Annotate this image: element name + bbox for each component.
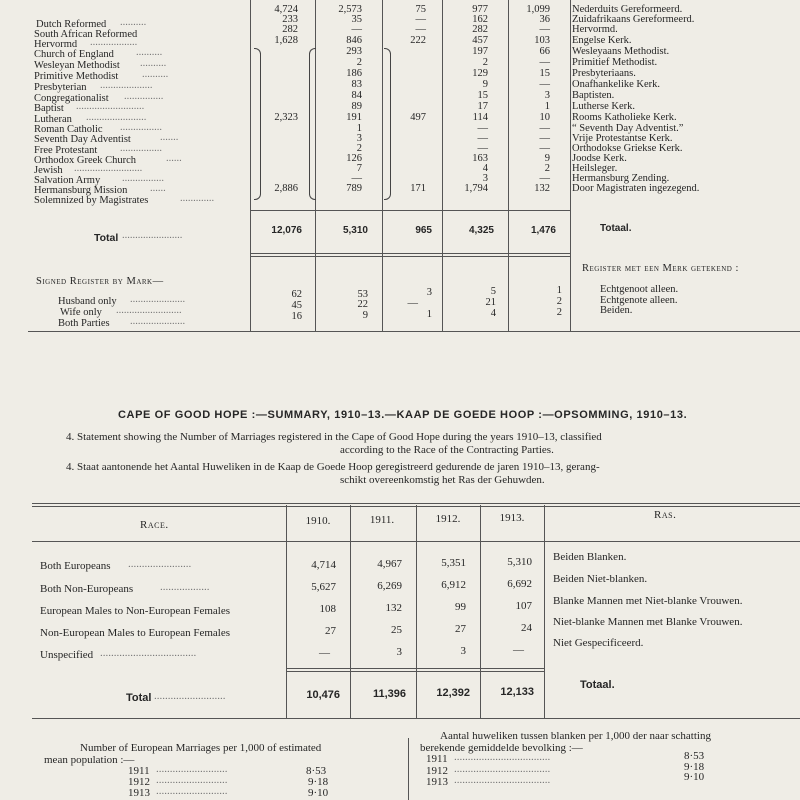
value-cell: 2 — [356, 57, 362, 68]
value-cell: 17 — [477, 101, 488, 112]
rate-year: 1911 — [426, 753, 448, 765]
column-rule — [408, 738, 409, 800]
total-cell: 11,396 — [372, 688, 406, 700]
row-rule — [286, 668, 544, 669]
dutch-label: Rooms Katholieke Kerk. — [572, 112, 677, 123]
denomination-label: Jewish — [34, 165, 63, 176]
value-cell: — — [539, 133, 550, 144]
denomination-label: South African Reformed — [34, 29, 138, 40]
row-rule — [250, 253, 570, 254]
total-cell: 965 — [415, 225, 432, 236]
denomination-label: Congregationalist — [34, 93, 109, 104]
column-rule — [544, 505, 545, 718]
value-cell: — — [539, 173, 550, 184]
value-cell: — — [477, 143, 488, 154]
summary-description-en-cont: according to the Race of the Contracting Parties. — [340, 444, 554, 456]
dutch-label: Baptisten. — [572, 90, 615, 101]
total-cell: 4,325 — [468, 225, 494, 236]
value-cell: — — [415, 24, 426, 35]
value-cell: 171 — [410, 183, 426, 194]
value-cell: 22 — [357, 299, 368, 310]
race-label: Non-European Males to European Females — [40, 627, 230, 639]
value-cell: 1,099 — [526, 4, 550, 15]
rate-description-nl-cont: berekende gemiddelde bevolking :— — [420, 742, 583, 754]
value-cell: 977 — [472, 4, 488, 15]
value-cell: 6,269 — [377, 580, 402, 592]
dutch-label: Niet-blanke Mannen met Blanke Vrouwen. — [553, 616, 743, 628]
dutch-label: Echtgenote alleen. — [600, 295, 678, 306]
denomination-label: Salvation Army — [34, 175, 101, 186]
dutch-label: Hervormd. — [572, 24, 618, 35]
mark-heading: Signed Register by Mark— — [36, 276, 164, 287]
dutch-label: Blanke Mannen met Niet-blanke Vrouwen. — [553, 595, 743, 607]
value-cell: 99 — [455, 601, 466, 613]
value-cell: 53 — [357, 289, 368, 300]
value-cell: — — [407, 298, 418, 309]
value-cell: 129 — [472, 68, 488, 79]
column-rule — [382, 0, 383, 332]
denomination-label: Roman Catholic — [34, 124, 103, 135]
table-top-rule — [32, 503, 800, 504]
value-cell: 4 — [482, 163, 488, 174]
dutch-label: Beiden Niet-blanken. — [553, 573, 648, 585]
summary-description-nl: 4. Staat aantonende het Aantal Huweliken in de Kaap de Goede Hoop geregistreerd gedurende de jaren 1910–13, gerang- — [66, 461, 600, 473]
denomination-label: Primitive Methodist — [34, 71, 119, 82]
dutch-label: Beiden Blanken. — [553, 551, 627, 563]
year-header-1913: 1913. — [499, 512, 525, 524]
value-cell: 25 — [391, 624, 402, 636]
value-cell: — — [513, 644, 524, 656]
race-label: European Males to Non-European Females — [40, 605, 230, 617]
value-cell: 2,886 — [274, 183, 298, 194]
value-cell: 132 — [385, 602, 402, 614]
value-cell: 27 — [455, 623, 466, 635]
denomination-label: Hervormd — [34, 39, 78, 50]
race-label: Both Europeans — [40, 560, 111, 572]
total-cell: 12,133 — [500, 686, 534, 698]
rate-year: 1913 — [426, 776, 448, 788]
value-cell: 2 — [556, 296, 562, 307]
rate-description-en-cont: mean population :— — [44, 754, 135, 766]
ras-column-header: Ras. — [654, 509, 677, 521]
denomination-label: Baptist — [34, 103, 64, 114]
value-cell: 62 — [291, 289, 302, 300]
value-cell: 5,627 — [311, 581, 336, 593]
value-cell: 15 — [539, 68, 550, 79]
value-cell: 1 — [426, 309, 432, 320]
value-cell: 4 — [490, 308, 496, 319]
value-cell: 108 — [319, 603, 336, 615]
rate-year: 1911 — [128, 765, 150, 777]
row-rule — [286, 671, 544, 672]
value-cell: — — [539, 143, 550, 154]
value-cell: — — [319, 647, 330, 659]
value-cell: 6,692 — [507, 578, 532, 590]
grouping-brace — [309, 48, 316, 200]
column-rule — [286, 505, 287, 718]
dutch-label: Engelse Kerk. — [572, 35, 632, 46]
race-label: Unspecified — [40, 649, 94, 661]
value-cell: 4,967 — [377, 558, 402, 570]
value-cell: 114 — [472, 112, 488, 123]
column-rule — [508, 0, 509, 332]
denomination-label: Orthodox Greek Church — [34, 155, 137, 166]
value-cell: 191 — [346, 112, 362, 123]
grouping-brace — [384, 48, 391, 200]
value-cell: 5,310 — [507, 556, 532, 568]
value-cell: 282 — [282, 24, 298, 35]
rate-value: 9·18 — [308, 776, 329, 788]
value-cell: 132 — [534, 183, 550, 194]
value-cell: 1 — [356, 123, 362, 134]
value-cell: 24 — [521, 622, 532, 634]
value-cell: 3 — [544, 90, 550, 101]
value-cell: 4,714 — [311, 559, 336, 571]
total-cell: 1,476 — [530, 225, 556, 236]
denomination-label: Lutheran — [34, 114, 72, 125]
mark-heading-dutch: Register met een Merk getekend : — [582, 263, 739, 274]
value-cell: — — [415, 14, 426, 25]
total-label: Total — [126, 692, 152, 704]
total-cell: 12,076 — [271, 225, 302, 236]
rate-description-nl: Aantal huweliken tussen blanken per 1,000 der naar schatting — [440, 730, 711, 742]
value-cell: 293 — [346, 46, 362, 57]
dutch-label: Lutherse Kerk. — [572, 101, 635, 112]
value-cell: 15 — [477, 90, 488, 101]
value-cell: — — [539, 123, 550, 134]
denomination-label: Seventh Day Adventist — [34, 134, 131, 145]
value-cell: 3 — [426, 287, 432, 298]
value-cell: 1,628 — [274, 35, 298, 46]
document-page: Dutch Reformed .......... 4,724 2,573 75 977 1,099 Nederduits Gereformeerd. South African Reformed 233 35 — 162 36 Zuidafrikaans Gereformeerd. Hervormd .................. 282 — — 282 — Hervormd. Church of England .......... 1,628 846 222 457 103 Engelse Kerk. Wesleyan Methodist .......... 293 197 66 Wesleyaans Methodist. Primitive Methodist .......... 2 2 — Primitief Methodist. Presbyterian .................... 186 129 15 Presbyteriaans. Congregationalist ............... 83 9 — Onafhankelike Kerk. Baptist .......................... 84 15 3 Baptisten. Lutheran ....................... 89 17 1 Lutherse Kerk. Roman Catholic ................ 2,323 191 497 114 10 Rooms Katholieke Kerk. Seventh Day Adventist ....... 1 — — “ Seventh Day Adventist.” Free Protestant ................ 3 — — Vrije Protestantse Kerk. Orthodox Greek Church ...... 2 — — Orthodokse Griekse Kerk. Jewish .......................... 126 163 9 Joodse Kerk. Salvation Army ................ 7 4 2 Heilsleger. Hermansburg Mission ...... — 3 — Hermansburg Zending. Solemnized by Magistrates ............. 2,886 789 171 1,794 132 Door Magistraten ingezegend. Total ....................... 12,076 5,310 965 4,325 1,476 Totaal. Signed Register by Mark— Register met een Merk getekend : Husband only ..................... 62 53 3 5 1 Echtgenoot alleen. Wife only ......................... 45 22 — 21 2 Echtgenote alleen. Both Parties ..................... 16 9 1 4 2 Beiden. CAPE OF GOOD HOPE :—SUMMARY, 1910–13.—KAAP DE GOEDE HOOP :—OPSOMMING, 1910–13. 4. Statement showing the Number of Marriages registered in the Cape of Good Hope during the years 1910–13, classified according to the Race of the Contracting Parties. 4. Staat aantonende het Aantal Huweliken in de Kaap de Goede Hoop geregistreerd gedurende de jaren 1910–13, gerang- schikt overeenkomstig het Ras der Gehuwden. Race. Ras. 1910. 1911. 1912. 1913. Both Europeans ....................... 4,714 4,967 5,351 5,310 Beiden Blanken. Both Non-Europeans .................. 5,627 6,269 6,912 6,692 Beiden Niet-blanken. European Males to Non-European Females 108 132 99 107 Blanke Mannen met Niet-blanke Vrouwen. Non-European Males to European Females 27 25 27 24 Niet-blanke Mannen met Blanke Vrouwen. Unspecified ................................... — 3 3 — Niet Gespecificeerd. Total .......................... 10,476 11,396 12,392 12,133 Totaal. Number of European Marriages per 1,000 of estimated mean population :— Aantal huweliken tussen blanken per 1,000 der naar schatting berekende gemiddelde bevolking :— 1911 .......................... 8·53 1911 ................................... 8·53 1912 .......................... 9·18 1912 ................................... 9·18 1913 .......................... 9·10 1913 ................................... 9·10 — [0, 0, 800, 800]
value-cell: 2,323 — [274, 112, 298, 123]
summary-description-en: 4. Statement showing the Number of Marriages registered in the Cape of Good Hope during the years 1910–13, classified — [66, 431, 602, 443]
denomination-label: Solemnized by Magistrates — [34, 195, 149, 206]
dutch-label: Presbyteriaans. — [572, 68, 636, 79]
value-cell: 83 — [351, 79, 362, 90]
value-cell: 2,573 — [338, 4, 362, 15]
value-cell: 2 — [556, 307, 562, 318]
rate-year: 1912 — [128, 776, 150, 788]
value-cell: 233 — [282, 14, 298, 25]
total-label-dutch: Totaal. — [580, 679, 615, 691]
dutch-label: “ Seventh Day Adventist.” — [572, 123, 684, 134]
rate-value: 9·18 — [684, 761, 705, 773]
column-rule — [480, 505, 481, 718]
total-cell: 10,476 — [306, 689, 340, 701]
value-cell: 3 — [482, 173, 488, 184]
dutch-label: Wesleyaans Methodist. — [572, 46, 670, 57]
dutch-label: Heilsleger. — [572, 163, 618, 174]
value-cell: — — [351, 173, 362, 184]
value-cell: 1 — [544, 101, 550, 112]
race-label: Both Non-Europeans — [40, 583, 134, 595]
value-cell: 1,794 — [464, 183, 488, 194]
value-cell: 197 — [472, 46, 488, 57]
denomination-label: Free Protestant — [34, 145, 98, 156]
dutch-label: Primitief Methodist. — [572, 57, 658, 68]
value-cell: 282 — [472, 24, 488, 35]
value-cell: 3 — [356, 133, 362, 144]
value-cell: 75 — [415, 4, 426, 15]
value-cell: 7 — [356, 163, 362, 174]
dutch-label: Hermansburg Zending. — [572, 173, 670, 184]
value-cell: 4,724 — [274, 4, 298, 15]
value-cell: 3 — [460, 645, 466, 657]
dutch-label: Echtgenoot alleen. — [600, 284, 679, 295]
summary-title: CAPE OF GOOD HOPE :—SUMMARY, 1910–13.—KAAP DE GOEDE HOOP :—OPSOMMING, 1910–13. — [118, 409, 688, 421]
value-cell: — — [539, 57, 550, 68]
value-cell: 107 — [515, 600, 532, 612]
total-cell: 5,310 — [342, 225, 368, 236]
row-rule — [250, 256, 570, 257]
dutch-label: Zuidafrikaans Gereformeerd. — [572, 14, 695, 25]
row-rule — [250, 210, 570, 211]
value-cell: 5,351 — [441, 557, 466, 569]
value-cell: 36 — [539, 14, 550, 25]
rate-value: 9·10 — [684, 771, 705, 783]
value-cell: 2 — [482, 57, 488, 68]
value-cell: 222 — [410, 35, 426, 46]
value-cell: 35 — [351, 14, 362, 25]
value-cell: 3 — [396, 646, 402, 658]
year-header-1910: 1910. — [305, 515, 331, 527]
value-cell: — — [539, 79, 550, 90]
value-cell: 163 — [472, 153, 488, 164]
value-cell: — — [351, 24, 362, 35]
dutch-label: Joodse Kerk. — [572, 153, 627, 164]
mark-label: Both Parties — [58, 318, 110, 329]
mark-label: Wife only — [60, 307, 102, 318]
total-label-dutch: Totaal. — [600, 223, 632, 234]
value-cell: 103 — [534, 35, 550, 46]
table-bottom-rule — [28, 331, 800, 332]
value-cell: 5 — [490, 286, 496, 297]
column-rule — [570, 0, 571, 332]
dutch-label: Nederduits Gereformeerd. — [572, 4, 683, 15]
column-rule — [250, 0, 251, 332]
dutch-label: Door Magistraten ingezegend. — [572, 183, 700, 194]
total-cell: 12,392 — [436, 687, 470, 699]
value-cell: 6,912 — [441, 579, 466, 591]
year-header-1912: 1912. — [435, 513, 461, 525]
value-cell: 457 — [472, 35, 488, 46]
denomination-label: Church of England — [34, 49, 114, 60]
dutch-label: Niet Gespecificeerd. — [553, 637, 644, 649]
value-cell: 21 — [485, 297, 496, 308]
value-cell: 10 — [539, 112, 550, 123]
value-cell: 2 — [356, 143, 362, 154]
year-header-1911: 1911. — [369, 514, 395, 526]
dutch-label: Beiden. — [600, 305, 633, 316]
table-bottom-rule — [32, 718, 800, 719]
denomination-label: Presbyterian — [34, 82, 87, 93]
value-cell: 186 — [346, 68, 362, 79]
dutch-label: Onafhankelike Kerk. — [572, 79, 661, 90]
rate-value: 8·53 — [306, 765, 327, 777]
value-cell: 9 — [362, 310, 368, 321]
value-cell: — — [477, 123, 488, 134]
value-cell: 2 — [544, 163, 550, 174]
rate-year: 1913 — [128, 787, 150, 799]
rate-year: 1912 — [426, 765, 448, 777]
value-cell: 789 — [346, 183, 362, 194]
value-cell: 16 — [291, 311, 302, 322]
value-cell: 89 — [351, 101, 362, 112]
denomination-label: Hermansburg Mission — [34, 185, 128, 196]
total-label: Total — [94, 232, 119, 244]
value-cell: 846 — [346, 35, 362, 46]
value-cell: 497 — [410, 112, 426, 123]
grouping-brace — [254, 48, 261, 200]
column-rule — [350, 505, 351, 718]
value-cell: 162 — [472, 14, 488, 25]
value-cell: 1 — [556, 285, 562, 296]
race-column-header: Race. — [140, 519, 169, 531]
dutch-label: Orthodokse Griekse Kerk. — [572, 143, 683, 154]
value-cell: 27 — [325, 625, 336, 637]
value-cell: — — [539, 24, 550, 35]
value-cell: 9 — [482, 79, 488, 90]
rate-value: 9·10 — [308, 787, 329, 799]
denomination-label: Dutch Reformed — [36, 19, 107, 30]
mark-label: Husband only — [58, 296, 117, 307]
value-cell: — — [477, 133, 488, 144]
value-cell: 84 — [351, 90, 362, 101]
value-cell: 45 — [291, 300, 302, 311]
column-rule — [442, 0, 443, 332]
summary-description-nl-cont: schikt overeenkomstig het Ras der Gehuwden. — [340, 474, 545, 486]
value-cell: 126 — [346, 153, 362, 164]
value-cell: 66 — [539, 46, 550, 57]
rate-value: 8·53 — [684, 750, 705, 762]
denomination-label: Wesleyan Methodist — [34, 60, 120, 71]
value-cell: 9 — [544, 153, 550, 164]
column-rule — [416, 505, 417, 718]
rate-description-en: Number of European Marriages per 1,000 of estimated — [80, 742, 322, 754]
dutch-label: Vrije Protestantse Kerk. — [572, 133, 673, 144]
